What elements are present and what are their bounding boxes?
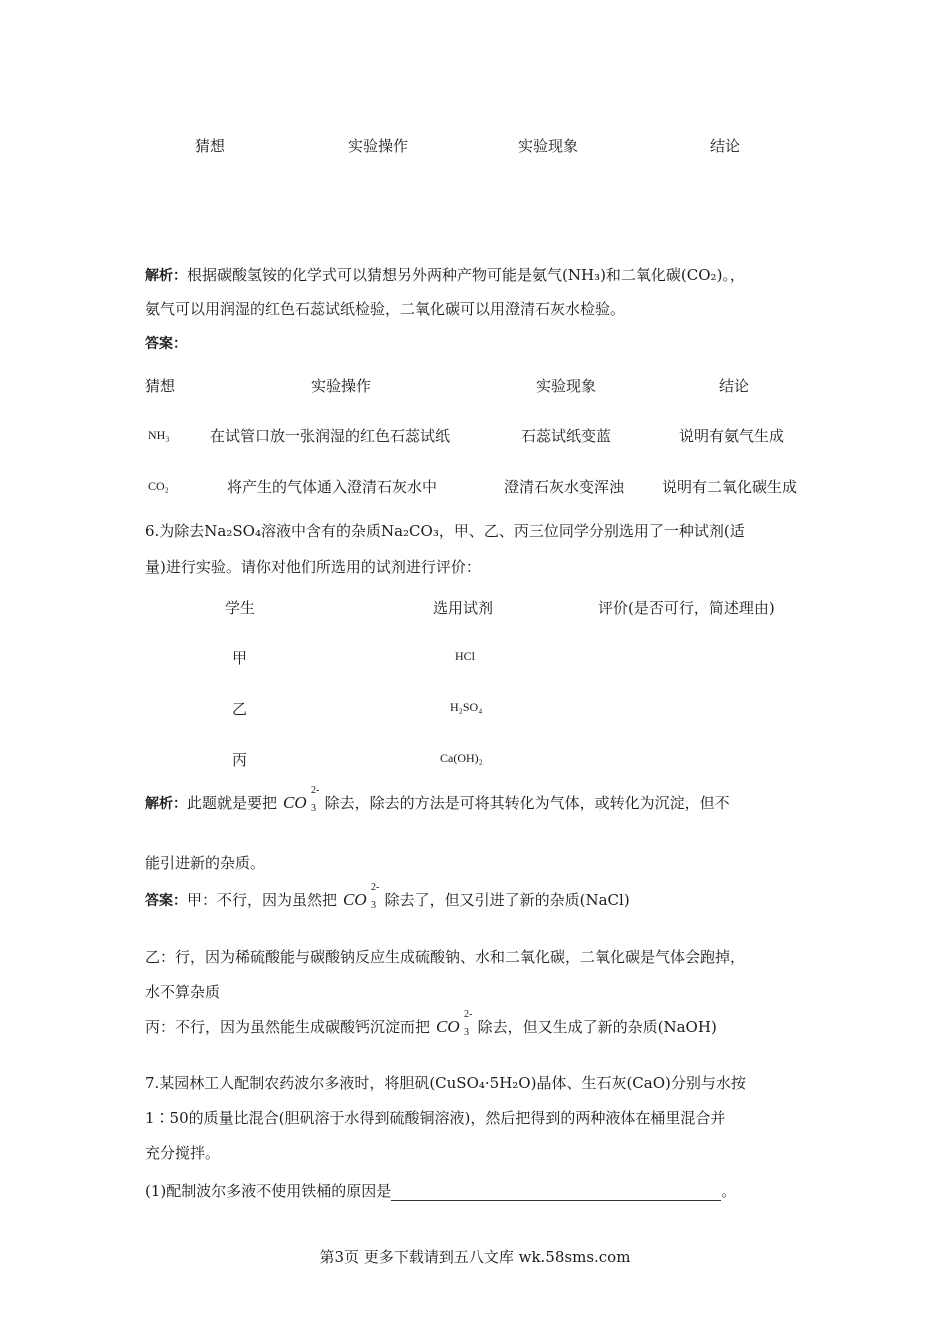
table-cell: 在试管口放一张润湿的红色石蕊试纸 bbox=[210, 427, 451, 445]
analysis-text: 此题就是要把 bbox=[187, 794, 278, 812]
co3-formula: CO 3 2- bbox=[283, 785, 320, 814]
q6-line2: 量)进行实验。请你对他们所选用的试剂进行评价： bbox=[145, 558, 481, 576]
q6-analysis-line2: 能引进新的杂质。 bbox=[145, 854, 266, 872]
table-cell: 甲 bbox=[232, 649, 248, 667]
table1-header-operation: 实验操作 bbox=[348, 137, 409, 155]
answer-text: 除去，但又生成了新的杂质(NaOH) bbox=[477, 1018, 717, 1036]
table-cell: 将产生的气体通入澄清石灰水中 bbox=[227, 478, 438, 496]
table-cell: HCl bbox=[455, 649, 476, 663]
analysis-text: 根据碳酸氢铵的化学式可以猜想另外两种产物可能是氨气(NH₃)和二氧化碳(CO₂)。， bbox=[187, 266, 745, 284]
q6-answer-a bbox=[145, 882, 630, 911]
answer-blank[interactable] bbox=[391, 1184, 721, 1201]
q6-answer-b1: 乙：行，因为稀硫酸能与碳酸钠反应生成硫酸钠、水和二氧化碳，二氧化碳是气体会跑掉， bbox=[145, 948, 746, 966]
table1-header-conclusion: 结论 bbox=[710, 137, 741, 155]
q7-line1: 7.某园林工人配制农药波尔多液时，将胆矾(CuSO₄·5H₂O)晶体、生石灰(CaO)分别与水按 bbox=[145, 1074, 746, 1092]
analysis-label: 解析： bbox=[145, 796, 187, 812]
table-cell: 乙 bbox=[232, 700, 248, 718]
q5-analysis bbox=[145, 264, 745, 285]
answer-label: 答案： bbox=[145, 893, 187, 909]
q7-line2: 1∶50的质量比混合(胆矾溶于水得到硫酸铜溶液)，然后把得到的两种液体在桶里混合并 bbox=[145, 1109, 726, 1127]
q6-header-student: 学生 bbox=[225, 599, 256, 617]
q6-header-reagent: 选用试剂 bbox=[433, 599, 494, 617]
q7-subquestion-1 bbox=[145, 1180, 736, 1201]
co3-formula: CO 3 2- bbox=[436, 1009, 473, 1038]
q6-line1: 6.为除去Na₂SO₄溶液中含有的杂质Na₂CO₃，甲、乙、丙三位同学分别选用了一种试剂(适 bbox=[145, 522, 745, 540]
answer-header-conclusion: 结论 bbox=[719, 377, 750, 395]
table-cell: CO₂ bbox=[148, 479, 169, 493]
analysis-label: 解析： bbox=[145, 268, 187, 284]
question-text: (1)配制波尔多液不使用铁桶的原因是 bbox=[145, 1182, 392, 1200]
table-cell: 丙 bbox=[232, 751, 248, 769]
table-cell: 石蕊试纸变蓝 bbox=[521, 427, 612, 445]
table-cell: H₂SO₄ bbox=[450, 700, 483, 714]
q7-line3: 充分搅拌。 bbox=[145, 1144, 221, 1162]
table1-header-guess: 猜想 bbox=[195, 137, 226, 155]
table-cell: NH₃ bbox=[148, 428, 170, 442]
q5-analysis-line2: 氨气可以用润湿的红色石蕊试纸检验，二氧化碳可以用澄清石灰水检验。 bbox=[145, 300, 626, 318]
table1-header-phenomenon: 实验现象 bbox=[518, 137, 579, 155]
q6-header-evaluation: 评价(是否可行，简述理由) bbox=[598, 599, 775, 617]
table-cell: 说明有二氧化碳生成 bbox=[662, 478, 798, 496]
q6-answer-b2: 水不算杂质 bbox=[145, 983, 221, 1001]
analysis-text: 除去，除去的方法是可将其转化为气体，或转化为沉淀，但不 bbox=[324, 794, 730, 812]
q6-answer-c bbox=[145, 1009, 717, 1038]
table-cell: 澄清石灰水变浑浊 bbox=[504, 478, 625, 496]
answer-header-guess: 猜想 bbox=[145, 377, 176, 395]
answer-text: 丙：不行，因为虽然能生成碳酸钙沉淀而把 bbox=[145, 1018, 431, 1036]
answer-header-phenomenon: 实验现象 bbox=[536, 377, 597, 395]
answer-text: 除去了，但又引进了新的杂质(NaCl) bbox=[384, 891, 630, 909]
table-cell: Ca(OH)₂ bbox=[440, 751, 483, 765]
table-cell: 说明有氨气生成 bbox=[679, 427, 785, 445]
answer-text: 甲：不行，因为虽然把 bbox=[187, 891, 338, 909]
answer-header-operation: 实验操作 bbox=[311, 377, 372, 395]
page-footer: 第3页 更多下载请到五八文库 wk.58sms.com bbox=[319, 1248, 631, 1266]
question-text: 。 bbox=[721, 1182, 737, 1200]
q5-answer-label: 答案： bbox=[145, 336, 187, 352]
q6-analysis bbox=[145, 785, 730, 814]
co3-formula: CO 3 2- bbox=[343, 882, 380, 911]
